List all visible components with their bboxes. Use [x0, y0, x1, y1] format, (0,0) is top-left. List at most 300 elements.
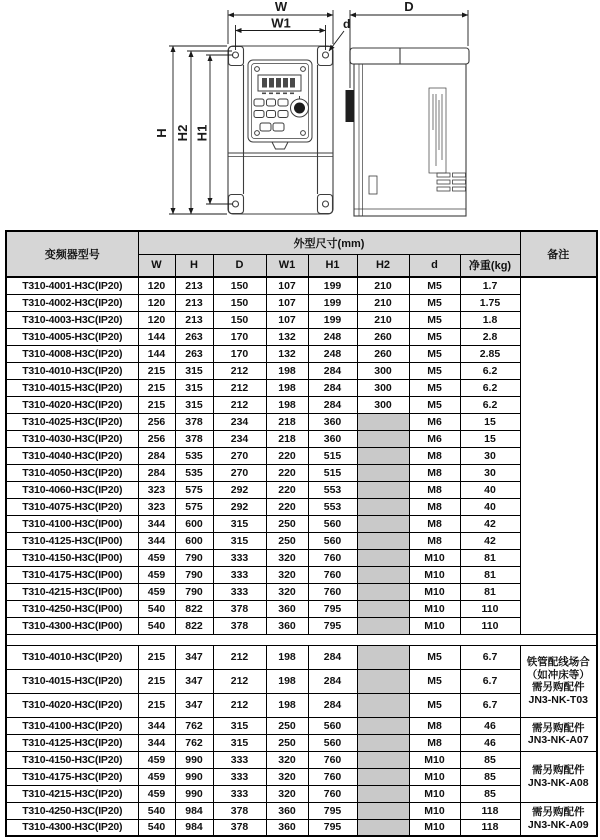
cell-model: T310-4008-H3C(IP20): [6, 345, 138, 362]
table-row: [6, 345, 597, 362]
cell-weight: 1.8: [460, 311, 520, 328]
cell-h: 213: [175, 311, 213, 328]
cell-weight: 81: [460, 549, 520, 566]
cell-screw: M5: [409, 379, 460, 396]
cell-model: T310-4010-H3C(IP20): [6, 645, 138, 669]
screw-icon: [255, 131, 260, 136]
cell-h2: [357, 751, 409, 768]
cell-h2: 300: [357, 396, 409, 413]
cell-model: T310-4025-H3C(IP20): [6, 413, 138, 430]
cell-weight: 2.85: [460, 345, 520, 362]
cell-w: 284: [138, 464, 175, 481]
cell-h1: 553: [308, 498, 357, 515]
cell-w: 323: [138, 498, 175, 515]
cell-weight: 85: [460, 768, 520, 785]
cell-w1: 320: [266, 785, 308, 802]
cell-d: 315: [213, 515, 266, 532]
cell-model: T310-4002-H3C(IP20): [6, 294, 138, 311]
cell-screw: M5: [409, 362, 460, 379]
cell-h: 762: [175, 717, 213, 734]
cell-w1: 107: [266, 277, 308, 294]
table-row: [6, 734, 597, 751]
cell-model: T310-4300-H3C(IP00): [6, 617, 138, 634]
cell-w: 120: [138, 311, 175, 328]
cell-h2: [357, 481, 409, 498]
nameplate-label: [429, 88, 446, 173]
cell-model: T310-4215-H3C(IP00): [6, 583, 138, 600]
dim-label-h2: H2: [175, 124, 190, 142]
cell-d: 315: [213, 717, 266, 734]
cell-h1: 760: [308, 566, 357, 583]
remark-line: 需另购配件: [532, 764, 585, 776]
cell-h1: 795: [308, 617, 357, 634]
table-row: [6, 362, 597, 379]
cell-model: T310-4125-H3C(IP20): [6, 734, 138, 751]
dim-label-depth: D: [404, 0, 414, 14]
cell-w1: 250: [266, 734, 308, 751]
cell-w: 284: [138, 447, 175, 464]
cell-h1: 795: [308, 802, 357, 819]
cell-model: T310-4060-H3C(IP20): [6, 481, 138, 498]
cell-d: 378: [213, 802, 266, 819]
front-view: [228, 46, 333, 214]
cell-model: T310-4250-H3C(IP20): [6, 802, 138, 819]
potentiometer-knob: [291, 96, 309, 117]
cell-w1: 250: [266, 717, 308, 734]
dim-label-h: H: [154, 128, 169, 138]
cell-model: T310-4250-H3C(IP00): [6, 600, 138, 617]
cell-weight: 46: [460, 734, 520, 751]
cell-weight: 81: [460, 566, 520, 583]
cell-weight: 15: [460, 413, 520, 430]
cell-h1: 515: [308, 447, 357, 464]
col-header-h1: H1: [308, 254, 357, 277]
cell-d: 150: [213, 277, 266, 294]
cell-w: 144: [138, 345, 175, 362]
cell-h: 984: [175, 819, 213, 836]
cell-h1: 284: [308, 396, 357, 413]
cell-weight: 30: [460, 447, 520, 464]
table-row: [6, 498, 597, 515]
cell-w: 459: [138, 751, 175, 768]
cell-h1: 360: [308, 413, 357, 430]
cell-h: 347: [175, 645, 213, 669]
cell-model: T310-4020-H3C(IP20): [6, 693, 138, 717]
screw-icon: [301, 67, 306, 72]
cell-screw: M10: [409, 768, 460, 785]
cell-weight: 42: [460, 515, 520, 532]
cell-weight: 6.7: [460, 669, 520, 693]
cell-d: 292: [213, 498, 266, 515]
cell-screw: M8: [409, 481, 460, 498]
cell-h1: 560: [308, 515, 357, 532]
cell-d: 150: [213, 294, 266, 311]
cell-screw: M6: [409, 413, 460, 430]
cell-weight: 110: [460, 600, 520, 617]
cell-d: 315: [213, 532, 266, 549]
side-view: [346, 48, 470, 216]
cell-w1: 320: [266, 566, 308, 583]
cell-w: 215: [138, 379, 175, 396]
cell-w: 459: [138, 785, 175, 802]
cell-screw: M8: [409, 734, 460, 751]
dimension-lines: [169, 10, 468, 214]
cell-weight: 2.8: [460, 328, 520, 345]
cell-screw: M10: [409, 583, 460, 600]
table-row: [6, 481, 597, 498]
remark-line: 需另购配件: [532, 681, 585, 693]
cell-h: 762: [175, 734, 213, 751]
cell-weight: 6.2: [460, 396, 520, 413]
cell-screw: M5: [409, 396, 460, 413]
cell-w: 323: [138, 481, 175, 498]
cell-h: 263: [175, 345, 213, 362]
cell-w1: 220: [266, 464, 308, 481]
cell-h: 378: [175, 430, 213, 447]
cell-h: 790: [175, 549, 213, 566]
cell-d: 212: [213, 645, 266, 669]
cell-h1: 284: [308, 693, 357, 717]
cell-h: 315: [175, 379, 213, 396]
cell-weight: 15: [460, 430, 520, 447]
screw-icon: [255, 67, 260, 72]
cell-h1: 199: [308, 277, 357, 294]
cell-h2: [357, 498, 409, 515]
cell-w1: 132: [266, 328, 308, 345]
cell-h: 790: [175, 583, 213, 600]
cell-h: 990: [175, 785, 213, 802]
cell-h2: [357, 447, 409, 464]
table-row: [6, 717, 597, 734]
cell-model: T310-4175-H3C(IP00): [6, 566, 138, 583]
cell-h2: [357, 464, 409, 481]
cell-screw: M10: [409, 751, 460, 768]
cell-model: T310-4150-H3C(IP00): [6, 549, 138, 566]
cell-h2: [357, 515, 409, 532]
cell-weight: 85: [460, 751, 520, 768]
col-header-h2: H2: [357, 254, 409, 277]
cell-h2: [357, 693, 409, 717]
cell-h: 535: [175, 464, 213, 481]
cell-screw: M5: [409, 328, 460, 345]
cell-d: 212: [213, 396, 266, 413]
cell-h1: 795: [308, 600, 357, 617]
cell-model: T310-4125-H3C(IP00): [6, 532, 138, 549]
cell-d: 212: [213, 362, 266, 379]
remark-line: 铁管配线场合: [526, 656, 590, 668]
cell-w1: 250: [266, 532, 308, 549]
cell-h: 990: [175, 751, 213, 768]
cell-w1: 320: [266, 583, 308, 600]
table-row: [6, 294, 597, 311]
cell-d: 378: [213, 617, 266, 634]
cell-d: 234: [213, 413, 266, 430]
cell-weight: 110: [460, 617, 520, 634]
cell-w1: 360: [266, 600, 308, 617]
cell-screw: M10: [409, 617, 460, 634]
cell-h2: 260: [357, 328, 409, 345]
cell-d: 333: [213, 785, 266, 802]
cell-model: T310-4030-H3C(IP20): [6, 430, 138, 447]
cell-w1: 132: [266, 345, 308, 362]
cell-weight: 46: [460, 717, 520, 734]
cell-h1: 560: [308, 734, 357, 751]
remark-line: JN3-NK-T03: [528, 693, 589, 706]
cell-screw: M10: [409, 549, 460, 566]
cell-w1: 360: [266, 802, 308, 819]
table-body: [6, 277, 597, 836]
cell-w: 256: [138, 430, 175, 447]
dimension-table: [5, 230, 598, 837]
cell-h: 347: [175, 693, 213, 717]
cell-w: 144: [138, 328, 175, 345]
col-header-w1: W1: [266, 254, 308, 277]
dim-label-w1: W1: [271, 15, 291, 31]
drawing-svg: [0, 0, 600, 228]
cell-w1: 198: [266, 379, 308, 396]
cell-h2: [357, 600, 409, 617]
cell-model: T310-4100-H3C(IP00): [6, 515, 138, 532]
table-row: [6, 693, 597, 717]
cell-h2: [357, 802, 409, 819]
cell-model: T310-4050-H3C(IP20): [6, 464, 138, 481]
cell-h2: 300: [357, 379, 409, 396]
cell-d: 333: [213, 549, 266, 566]
cell-weight: 42: [460, 532, 520, 549]
cell-h2: [357, 645, 409, 669]
cell-w: 459: [138, 566, 175, 583]
cell-d: 234: [213, 430, 266, 447]
cell-h2: 260: [357, 345, 409, 362]
cell-w1: 218: [266, 430, 308, 447]
cell-h1: 760: [308, 583, 357, 600]
cell-screw: M10: [409, 600, 460, 617]
cell-w: 459: [138, 768, 175, 785]
cell-d: 212: [213, 693, 266, 717]
cell-h: 600: [175, 515, 213, 532]
cell-w: 215: [138, 362, 175, 379]
cell-h1: 795: [308, 819, 357, 836]
latch-tab: [272, 142, 288, 149]
separator-cell: [6, 634, 597, 645]
cell-weight: 1.75: [460, 294, 520, 311]
table-row: [6, 566, 597, 583]
cell-w1: 360: [266, 617, 308, 634]
cell-model: T310-4015-H3C(IP20): [6, 669, 138, 693]
cell-d: 212: [213, 379, 266, 396]
cell-h: 378: [175, 413, 213, 430]
table-row: [6, 669, 597, 693]
col-header-weight: 净重(kg): [460, 254, 520, 277]
table-row: [6, 515, 597, 532]
remark-line: 需另购配件: [532, 721, 585, 734]
cell-screw: M10: [409, 819, 460, 836]
table-row: [6, 583, 597, 600]
cell-h: 263: [175, 328, 213, 345]
cell-w1: 198: [266, 396, 308, 413]
cell-w: 344: [138, 515, 175, 532]
cell-w: 540: [138, 600, 175, 617]
cell-h1: 284: [308, 379, 357, 396]
table-row: [6, 751, 597, 768]
cell-h: 790: [175, 566, 213, 583]
cell-h1: 284: [308, 362, 357, 379]
cell-h2: [357, 669, 409, 693]
cell-w: 256: [138, 413, 175, 430]
mounting-hole: [323, 201, 329, 207]
cell-d: 150: [213, 311, 266, 328]
cell-model: T310-4040-H3C(IP20): [6, 447, 138, 464]
cell-w1: 220: [266, 498, 308, 515]
cell-h2: [357, 819, 409, 836]
cell-d: 315: [213, 734, 266, 751]
cell-screw: M5: [409, 645, 460, 669]
cell-h: 990: [175, 768, 213, 785]
cell-weight: 6.2: [460, 362, 520, 379]
cell-model: T310-4015-H3C(IP20): [6, 379, 138, 396]
cell-h: 535: [175, 447, 213, 464]
col-header-d: D: [213, 254, 266, 277]
cell-screw: M10: [409, 802, 460, 819]
col-header-model: 变频器型号: [6, 231, 138, 277]
cell-w: 540: [138, 802, 175, 819]
cell-w1: 320: [266, 549, 308, 566]
cell-w: 344: [138, 734, 175, 751]
table-row: [6, 447, 597, 464]
cell-h: 347: [175, 669, 213, 693]
remark-line: 需另购配件: [532, 806, 585, 819]
cell-screw: M5: [409, 669, 460, 693]
cell-h2: [357, 549, 409, 566]
cell-d: 292: [213, 481, 266, 498]
mounting-hole: [233, 52, 239, 58]
cell-h: 213: [175, 294, 213, 311]
cell-w: 120: [138, 294, 175, 311]
cell-d: 333: [213, 751, 266, 768]
cell-weight: 6.2: [460, 379, 520, 396]
cell-model: T310-4075-H3C(IP20): [6, 498, 138, 515]
cell-h: 575: [175, 481, 213, 498]
cell-h1: 248: [308, 345, 357, 362]
cell-screw: M5: [409, 294, 460, 311]
cell-w1: 107: [266, 294, 308, 311]
cell-h2: [357, 617, 409, 634]
table-row: [6, 396, 597, 413]
cell-screw: M8: [409, 464, 460, 481]
cell-weight: 118: [460, 802, 520, 819]
cell-h1: 199: [308, 294, 357, 311]
cell-model: T310-4005-H3C(IP20): [6, 328, 138, 345]
screw-icon: [301, 131, 306, 136]
table-row: [6, 328, 597, 345]
cell-screw: M5: [409, 277, 460, 294]
cell-h2: 210: [357, 294, 409, 311]
cell-h1: 284: [308, 669, 357, 693]
cell-screw: M8: [409, 498, 460, 515]
cell-w: 120: [138, 277, 175, 294]
cell-h1: 284: [308, 645, 357, 669]
cell-weight: 6.7: [460, 645, 520, 669]
cell-model: T310-4215-H3C(IP20): [6, 785, 138, 802]
remark-line: JN3-NK-A08: [527, 776, 589, 789]
dim-label-w: W: [274, 0, 288, 14]
cell-h2: [357, 430, 409, 447]
cell-h1: 360: [308, 430, 357, 447]
keypad-buttons: [254, 99, 288, 131]
cell-w1: 198: [266, 669, 308, 693]
cell-d: 212: [213, 669, 266, 693]
table-row: [6, 413, 597, 430]
cell-d: 270: [213, 464, 266, 481]
cell-weight: 30: [460, 464, 520, 481]
table-row: [6, 532, 597, 549]
cell-h2: [357, 583, 409, 600]
cell-screw: M5: [409, 345, 460, 362]
separator-row: [6, 634, 597, 645]
cell-w: 215: [138, 669, 175, 693]
cell-w1: 360: [266, 819, 308, 836]
mounting-hole: [233, 201, 239, 207]
cell-model: T310-4001-H3C(IP20): [6, 277, 138, 294]
cell-h1: 760: [308, 751, 357, 768]
cell-remark: [520, 645, 597, 717]
cell-h: 315: [175, 396, 213, 413]
table-row: [6, 379, 597, 396]
cell-d: 378: [213, 819, 266, 836]
cell-weight: 40: [460, 481, 520, 498]
cell-w1: 198: [266, 362, 308, 379]
dim-label-h1: H1: [194, 124, 210, 142]
cell-remark: [520, 751, 597, 802]
cell-weight: 85: [460, 785, 520, 802]
cell-screw: M10: [409, 566, 460, 583]
cell-model: T310-4150-H3C(IP20): [6, 751, 138, 768]
header-row-1: [6, 231, 597, 254]
cell-model: T310-4175-H3C(IP20): [6, 768, 138, 785]
mounting-hole: [323, 52, 329, 58]
cell-h2: 210: [357, 277, 409, 294]
cell-h: 984: [175, 802, 213, 819]
cell-h: 575: [175, 498, 213, 515]
col-header-remark: 备注: [520, 231, 597, 277]
cell-remark: [520, 717, 597, 751]
cell-w1: 198: [266, 645, 308, 669]
cell-w: 215: [138, 396, 175, 413]
cell-h1: 560: [308, 717, 357, 734]
cell-w1: 320: [266, 751, 308, 768]
cell-h2: [357, 768, 409, 785]
cell-h1: 560: [308, 532, 357, 549]
cell-h2: [357, 532, 409, 549]
col-header-h: H: [175, 254, 213, 277]
table-row: [6, 600, 597, 617]
cell-model: T310-4010-H3C(IP20): [6, 362, 138, 379]
remark-line: JN3-NK-A07: [527, 734, 589, 746]
dimension-drawing: [0, 0, 600, 228]
cell-w1: 107: [266, 311, 308, 328]
cell-h1: 553: [308, 481, 357, 498]
cell-weight: 1.7: [460, 277, 520, 294]
vent-slots: [437, 173, 466, 191]
cell-d: 270: [213, 447, 266, 464]
keypad-panel: [248, 60, 312, 149]
remark-line: （如冲床等）: [526, 668, 590, 681]
table-row: [6, 464, 597, 481]
cell-w: 459: [138, 549, 175, 566]
table-row: [6, 802, 597, 819]
col-header-screw: d: [409, 254, 460, 277]
table-row: [6, 785, 597, 802]
